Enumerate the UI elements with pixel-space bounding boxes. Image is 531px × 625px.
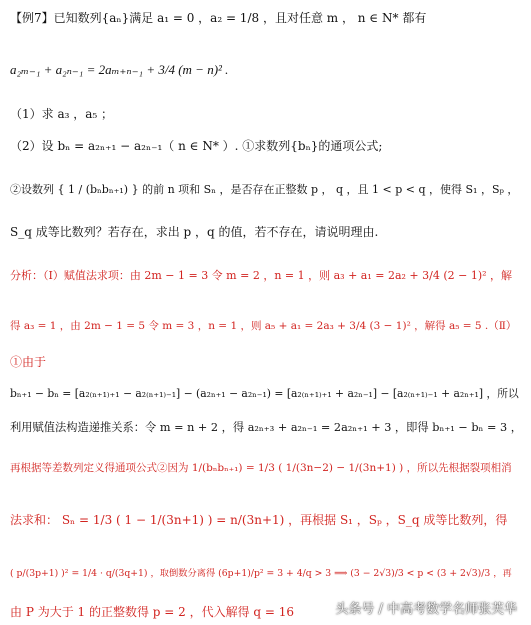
problem-statement: 【例7】已知数列{aₙ}满足 a₁ = 0 ，a₂ = 1/8 ，且对任意 m ， n ∈ N* 都有 <box>10 11 427 25</box>
part-2-question: S_q 成等比数列？若存在，求出 p ，q 的值，若不存在，请说明理由. <box>10 225 379 239</box>
analysis-line-4: bₙ₊₁ − bₙ = [a₂₍ₙ₊₁₎₊₁ − a₂₍ₙ₊₁₎₋₁] − (a₂ₙ₊₁ − a₂ₙ₋₁) = [a₂₍ₙ₊₁₎₊₁ + a₂ₙ₋₁] − [a₂₍ₙ₊₁₎₋₁ + a₂ₙ₊₁] ，所以 <box>10 387 519 400</box>
analysis-line-2: 得 a₃ = 1 ，由 2m − 1 = 5 令 m = 3 ，n = 1 ，则 a₅ + a₁ = 2a₃ + 3/4 (3 − 1)² ，解得 a₅ = 5 .（Ⅱ） <box>10 320 517 332</box>
part-2: （2）设 bₙ = a₂ₙ₊₁ − a₂ₙ₋₁（ n ∈ N* ）. ①求数列{bₙ}的通项公式; <box>10 139 383 153</box>
analysis-line-3: ①由于 <box>10 355 47 369</box>
part-2-sub: ②设数列 { 1 / (bₙbₙ₊₁) } 的前 n 项和 Sₙ ，是否存在正整数 p ， q ，且 1 < p < q ，使得 S₁ ，Sₚ ， <box>10 183 519 196</box>
analysis-line-9: 由 P 为大于 1 的正整数得 p = 2 ，代入解得 q = 16 <box>10 605 295 619</box>
analysis-line-1: 分析：（Ⅰ）赋值法求项：由 2m − 1 = 3 令 m = 2 ，n = 1 ，则 a₃ + a₁ = 2a₂ + 3/4 (2 − 1)² ，解 <box>10 269 513 282</box>
analysis-line-7: 法求和： Sₙ = 1/3 ( 1 − 1/(3n+1) ) = n/(3n+1) ，再根据 S₁ ，Sₚ ，S_q 成等比数列，得 <box>10 513 508 527</box>
watermark: 头条号 / 中高考数学名师张芙华 <box>335 602 517 617</box>
analysis-line-8: ( p/(3p+1) )² = 1/4 · q/(3q+1) ，取倒数分离得 (6p+1)/p² = 3 + 4/q > 3 ⟹ (3 − 2√3)/3 < p < (3 + 2√3)/3 ，再 <box>10 568 512 579</box>
analysis-line-6: 再根据等差数列定义得通项公式②因为 1/(bₙbₙ₊₁) = 1/3 ( 1/(3n−2) − 1/(3n+1) ) ，所以先根据裂项相消 <box>10 462 512 474</box>
given-recurrence: a₂ₘ₋₁ + a₂ₙ₋₁ = 2aₘ₊ₙ₋₁ + 3/4 (m − n)² . <box>10 62 229 77</box>
analysis-line-5: 利用赋值法构造递推关系：令 m = n + 2 ，得 a₂ₙ₊₃ + a₂ₙ₋₁ = 2a₂ₙ₊₁ + 3 ，即得 bₙ₊₁ − bₙ = 3 ， <box>10 421 522 434</box>
part-1: （1）求 a₃ ，a₅ ； <box>10 107 114 121</box>
